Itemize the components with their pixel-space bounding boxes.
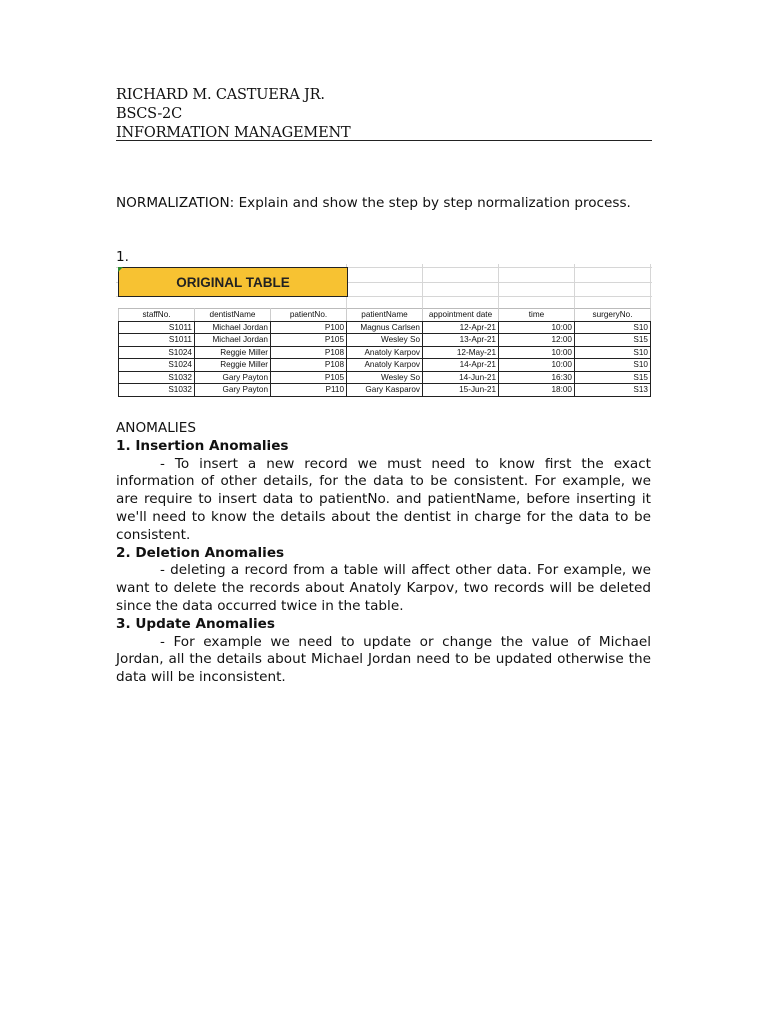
- column-header: dentistName: [195, 309, 271, 322]
- table-cell: P105: [271, 371, 347, 384]
- column-header: appointment date: [423, 309, 499, 322]
- class-section: BSCS-2C: [116, 106, 182, 122]
- table-cell: 12:00: [499, 334, 575, 347]
- table-cell: Gary Payton: [195, 384, 271, 397]
- column-header: patientNo.: [271, 309, 347, 322]
- spreadsheet-image: [116, 264, 652, 400]
- table-row: [119, 334, 651, 347]
- table-cell: S10: [575, 346, 651, 359]
- table-cell: Michael Jordan: [195, 334, 271, 347]
- table-header-row: [119, 309, 651, 322]
- header-divider: [116, 140, 652, 141]
- course-title: INFORMATION MANAGEMENT: [116, 125, 351, 141]
- table-cell: 15-Jun-21: [423, 384, 499, 397]
- original-table: [118, 308, 651, 397]
- original-table-banner: ORIGINAL TABLE: [118, 267, 348, 297]
- table-cell: 10:00: [499, 359, 575, 372]
- table-cell: S15: [575, 371, 651, 384]
- table-cell: S1024: [119, 346, 195, 359]
- prompt-label: NORMALIZATION:: [116, 195, 235, 211]
- prompt-text: Explain and show the step by step normalization process.: [238, 195, 631, 211]
- table-cell: P105: [271, 334, 347, 347]
- table-cell: P108: [271, 359, 347, 372]
- table-cell: P110: [271, 384, 347, 397]
- table-cell: S1011: [119, 321, 195, 334]
- table-cell: Gary Kasparov: [347, 384, 423, 397]
- column-header: staffNo.: [119, 309, 195, 322]
- table-row: [119, 359, 651, 372]
- table-cell: 12-Apr-21: [423, 321, 499, 334]
- table-cell: S1032: [119, 371, 195, 384]
- column-header: patientName: [347, 309, 423, 322]
- insertion-anomalies-text: - To insert a new record we must need to know first the exact information of other details, for the data to be consistent. For example, we are require to insert data to patientNo. and patientName, before inserting it we'll need to know the details about the dentist in charge for the data to be consistent.: [116, 455, 651, 543]
- cell-corner-marker: [118, 267, 123, 272]
- table-row: [119, 346, 651, 359]
- table-cell: 16:30: [499, 371, 575, 384]
- table-cell: Wesley So: [347, 334, 423, 347]
- update-anomalies-text: - For example we need to update or change the value of Michael Jordan, all the details about Michael Jordan need to be updated otherwise the data will be inconsistent.: [116, 633, 651, 686]
- author-name: RICHARD M. CASTUERA JR.: [116, 87, 325, 103]
- item-number: 1.: [116, 249, 129, 265]
- table-cell: P108: [271, 346, 347, 359]
- table-cell: S10: [575, 321, 651, 334]
- table-cell: P100: [271, 321, 347, 334]
- table-row: [119, 384, 651, 397]
- table-cell: Gary Payton: [195, 371, 271, 384]
- table-cell: 13-Apr-21: [423, 334, 499, 347]
- header-block: [116, 86, 652, 143]
- table-cell: 10:00: [499, 346, 575, 359]
- table-cell: S1011: [119, 334, 195, 347]
- insertion-anomalies-title: 1. Insertion Anomalies: [116, 437, 289, 454]
- table-cell: Reggie Miller: [195, 359, 271, 372]
- table-cell: 10:00: [499, 321, 575, 334]
- deletion-anomalies-text: - deleting a record from a table will affect other data. For example, we want to delete the records about Anatoly Karpov, two records will be deleted since the data occurred twice in the table.: [116, 562, 651, 614]
- table-cell: S1024: [119, 359, 195, 372]
- table-cell: Wesley So: [347, 371, 423, 384]
- table-cell: 12-May-21: [423, 346, 499, 359]
- table-cell: S10: [575, 359, 651, 372]
- table-cell: Magnus Carlsen: [347, 321, 423, 334]
- table-cell: Reggie Miller: [195, 346, 271, 359]
- table-cell: S1032: [119, 384, 195, 397]
- table-cell: 14-Apr-21: [423, 359, 499, 372]
- table-cell: S15: [575, 334, 651, 347]
- table-cell: 14-Jun-21: [423, 371, 499, 384]
- table-row: [119, 321, 651, 334]
- table-cell: 18:00: [499, 384, 575, 397]
- update-anomalies-title: 3. Update Anomalies: [116, 615, 275, 632]
- table-cell: S13: [575, 384, 651, 397]
- table-cell: Anatoly Karpov: [347, 346, 423, 359]
- column-header: time: [499, 309, 575, 322]
- deletion-anomalies-title: 2. Deletion Anomalies: [116, 544, 285, 561]
- table-cell: Michael Jordan: [195, 321, 271, 334]
- normalization-prompt: [116, 194, 650, 212]
- anomalies-heading: ANOMALIES: [116, 420, 196, 436]
- table-row: [119, 371, 651, 384]
- anomalies-section: [116, 420, 651, 687]
- column-header: surgeryNo.: [575, 309, 651, 322]
- table-cell: Anatoly Karpov: [347, 359, 423, 372]
